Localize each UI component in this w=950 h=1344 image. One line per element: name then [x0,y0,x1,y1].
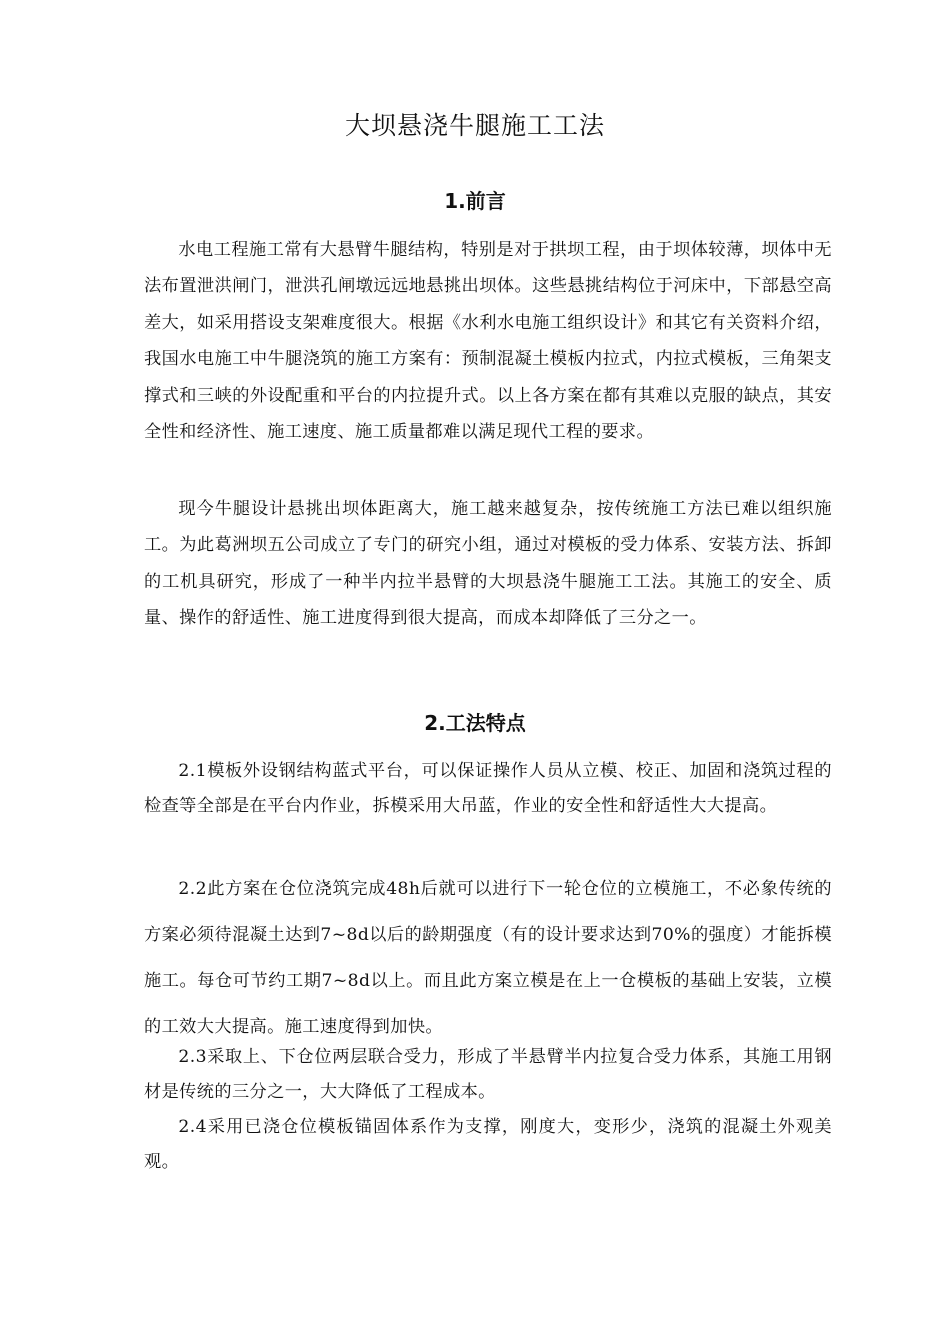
document-title: 大坝悬浇牛腿施工工法 [344,111,605,140]
paragraph: 2.4采用已浇仓位模板锚固体系作为支撑，刚度大，变形少，浇筑的混凝土外观美观。 [144,1117,832,1172]
section-heading-features: 2.工法特点 [424,711,526,735]
paragraph: 2.1模板外设钢结构蓝式平台，可以保证操作人员从立模、校正、加固和浇筑过程的检查等全部是在平台内作业，拆模采用大吊蓝，作业的安全性和舒适性大大提高。 [144,761,832,816]
paragraph: 现今牛腿设计悬挑出坝体距离大，施工越来越复杂，按传统施工方法已难以组织施工。为此葛洲坝五公司成立了专门的研究小组，通过对模板的受力体系、安装方法、拆卸的工机具研究，形成了一种半内拉半悬臂的大坝悬浇牛腿施工工法。其施工的安全、质量、操作的舒适性、施工进度得到很大提高，而成本却降低了三分之一。 [144,499,832,629]
paragraph: 2.2此方案在仓位浇筑完成48h后就可以进行下一轮仓位的立模施工，不必象传统的方案必须待混凝土达到7~8d以后的龄期强度（有的设计要求达到70%的强度）才能拆模施工。每仓可节约工期7~8d以上。而且此方案立模是在上一仓模板的基础上安装，立模的工效大大提高。施工速度得到加快。 [144,879,832,1037]
paragraph: 2.3采取上、下仓位两层联合受力，形成了半悬臂半内拉复合受力体系，其施工用钢材是传统的三分之一，大大降低了工程成本。 [144,1047,832,1102]
paragraph: 水电工程施工常有大悬臂牛腿结构，特别是对于拱坝工程，由于坝体较薄，坝体中无法布置泄洪闸门，泄洪孔闸墩远远地悬挑出坝体。这些悬挑结构位于河床中，下部悬空高差大，如采用搭设支架难度很大。根据《水利水电施工组织设计》和其它有关资料介绍，我国水电施工中牛腿浇筑的施工方案有：预制混凝土模板内拉式，内拉式模板，三角架支撑式和三峡的外设配重和平台的内拉提升式。以上各方案在都有其难以克服的缺点，其安全性和经济性、施工速度、施工质量都难以满足现代工程的要求。 [144,240,832,443]
section-heading-preface: 1.前言 [444,189,506,213]
